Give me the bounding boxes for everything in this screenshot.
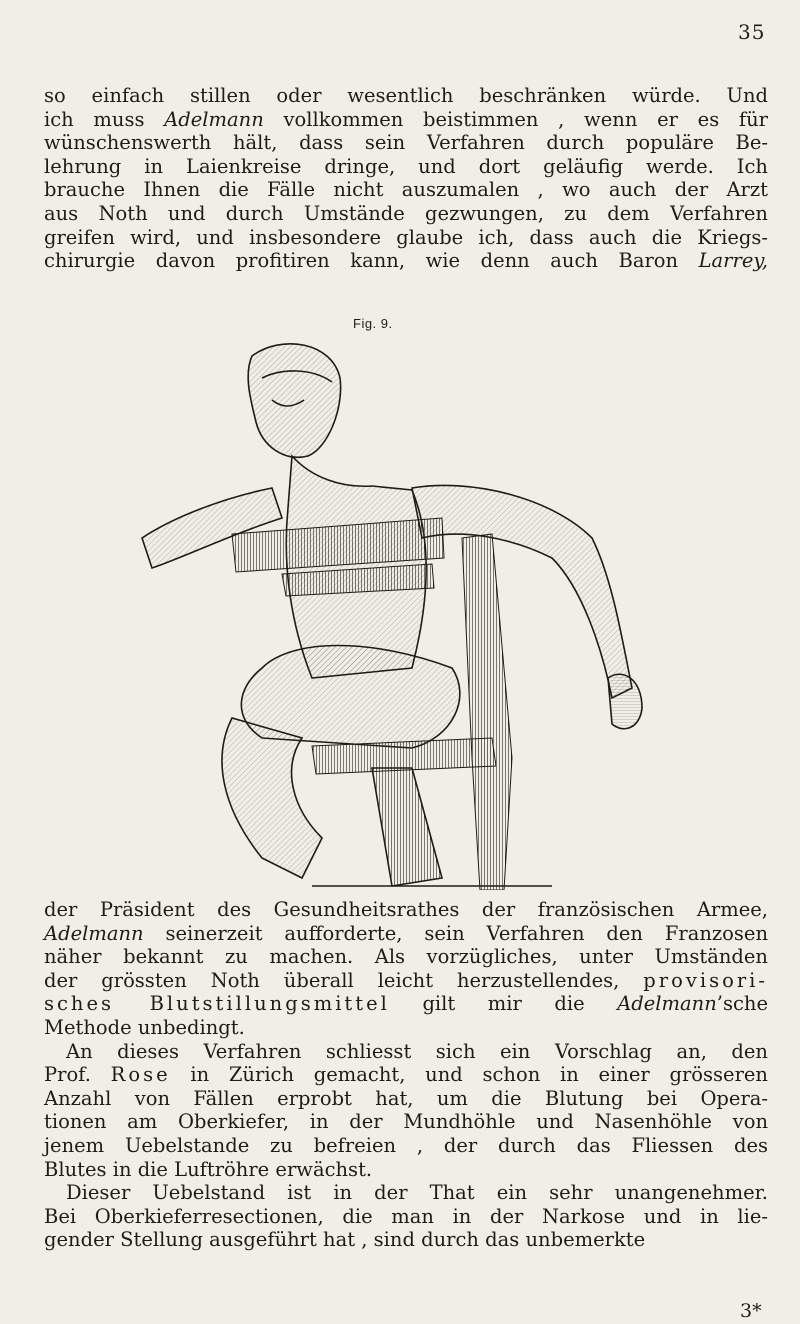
text-line bbox=[44, 922, 768, 946]
text-run: ich muss bbox=[44, 107, 165, 131]
text-line bbox=[44, 1040, 768, 1064]
text-line bbox=[44, 202, 768, 226]
text-line bbox=[44, 1205, 768, 1229]
text-run: vollkommen beistimmen , wenn er es für bbox=[263, 107, 768, 131]
text-run: tionen am Oberkiefer, in der Mundhöhle und Nasenhöhle von bbox=[44, 1110, 768, 1134]
text-line bbox=[44, 108, 768, 132]
head bbox=[248, 344, 340, 457]
text-run: An dieses Verfahren schliesst sich ein Vorschlag an, den bbox=[66, 1039, 768, 1063]
text-run: Bei Oberkieferresectionen, die man in der Narkose und in lie- bbox=[44, 1204, 768, 1228]
text-run: seinerzeit aufforderte, sein Verfahren den Franzosen bbox=[143, 921, 768, 945]
text-line bbox=[44, 1110, 768, 1134]
text-run: brauche Ihnen die Fälle nicht auszumalen , wo auch der Arzt bbox=[44, 178, 768, 202]
text-run: jenem Uebelstande zu befreien , der durch das Fliessen des bbox=[44, 1133, 768, 1157]
text-line bbox=[44, 898, 768, 922]
figure-illustration bbox=[112, 338, 672, 890]
text-line bbox=[44, 969, 768, 993]
text-line bbox=[44, 1158, 768, 1182]
page-number: 35 bbox=[738, 20, 766, 44]
text-run: näher bekannt zu machen. Als vorzügliches, unter Umständen bbox=[44, 945, 768, 969]
text-run: Rose bbox=[110, 1063, 171, 1087]
signature-mark: 3* bbox=[740, 1300, 762, 1322]
bandage-top bbox=[232, 518, 444, 596]
text-run: aus Noth und durch Umstände gezwungen, zu dem Verfahren bbox=[44, 201, 768, 225]
text-run: Dieser Uebelstand ist in der That ein sehr unangenehmer. bbox=[66, 1181, 768, 1205]
text-line bbox=[44, 1228, 768, 1252]
text-line bbox=[44, 1063, 768, 1087]
text-line bbox=[44, 131, 768, 155]
text-line bbox=[44, 155, 768, 179]
text-run: Blutes in die Luftröhre erwächst. bbox=[44, 1157, 373, 1181]
text-run: ’sche bbox=[716, 992, 768, 1016]
text-run: Methode unbedingt. bbox=[44, 1015, 245, 1039]
text-line bbox=[44, 1134, 768, 1158]
bandage-right-leg bbox=[462, 534, 512, 890]
text-line bbox=[44, 249, 768, 273]
text-run: Prof. bbox=[44, 1063, 111, 1087]
text-run: der grössten Noth überall leicht herzustellendes, bbox=[44, 968, 644, 992]
text-line bbox=[44, 1016, 768, 1040]
text-run: so einfach stillen oder wesentlich beschränken würde. Und bbox=[44, 84, 768, 107]
text-run: Adelmann bbox=[164, 107, 264, 131]
text-run: gender Stellung ausgeführt hat , sind durch das unbemerkte bbox=[44, 1228, 646, 1252]
text-run: wünschenswerth hält, dass sein Verfahren durch populäre Be- bbox=[44, 131, 768, 155]
paragraph-bottom bbox=[44, 898, 768, 1252]
text-run: Anzahl von Fällen erprobt hat, um die Blutung bei Opera- bbox=[44, 1086, 768, 1110]
paragraph-top bbox=[44, 84, 768, 273]
text-line bbox=[44, 1087, 768, 1111]
text-line bbox=[44, 1181, 768, 1205]
text-run: Adelmann bbox=[617, 992, 717, 1016]
text-run: Adelmann bbox=[44, 921, 144, 945]
text-run: greifen wird, und insbesondere glaube ich, dass auch die Kriegs- bbox=[44, 225, 768, 249]
text-run: sches Blutstillungsmittel bbox=[44, 992, 390, 1016]
text-line bbox=[44, 226, 768, 250]
text-run: lehrung in Laienkreise dringe, und dort geläufig werde. Ich bbox=[44, 154, 768, 178]
text-run: chirurgie davon profitiren kann, wie denn auch Baron bbox=[44, 249, 699, 273]
text-run: gilt mir die bbox=[389, 992, 618, 1016]
text-line bbox=[44, 84, 768, 108]
text-run: Larrey, bbox=[698, 249, 768, 273]
text-line bbox=[44, 945, 768, 969]
text-line bbox=[44, 992, 768, 1016]
text-run: provisori- bbox=[643, 968, 768, 992]
text-run: in Zürich gemacht, und schon in einer grösseren bbox=[170, 1063, 768, 1087]
text-run: der Präsident des Gesundheitsrathes der französischen Armee, bbox=[44, 898, 768, 921]
figure-caption: Fig. 9. bbox=[353, 316, 393, 331]
text-line bbox=[44, 178, 768, 202]
